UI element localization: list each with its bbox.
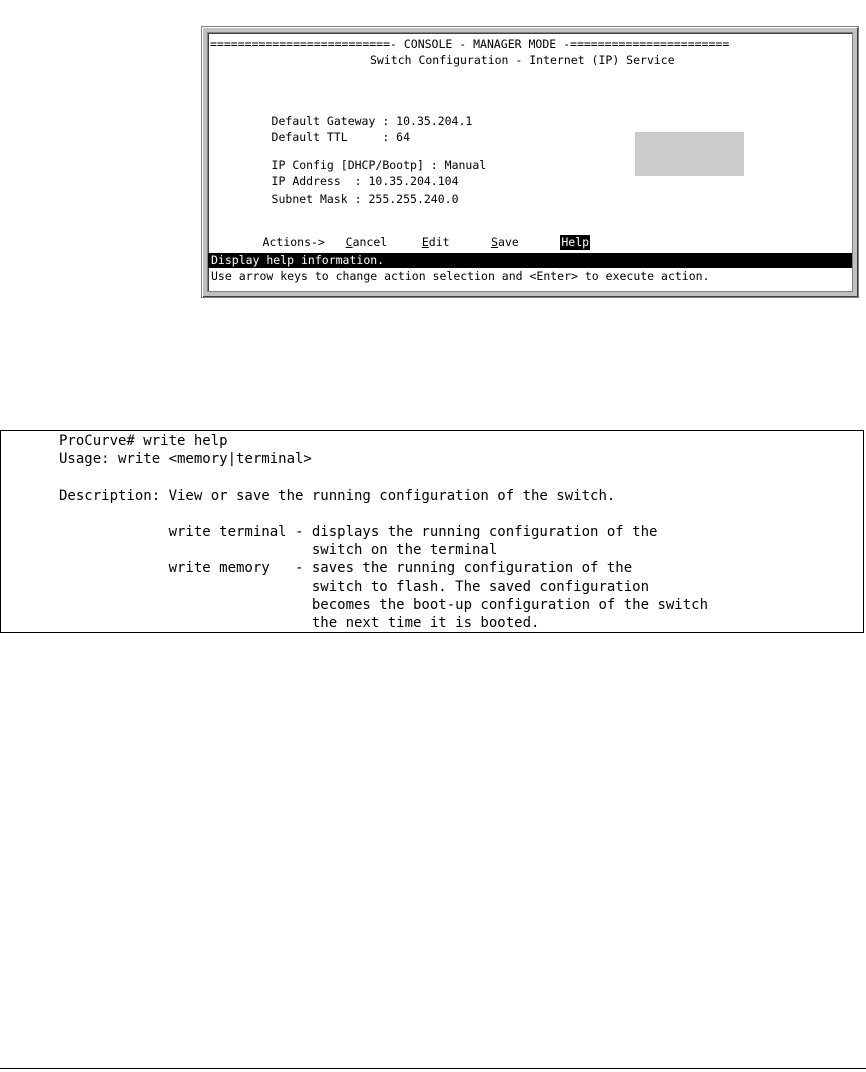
- console-screen: [207, 32, 853, 292]
- edit-hotkey: E: [421, 235, 429, 249]
- cli-write-terminal-line: write terminal - displays the running configuration of the: [59, 524, 658, 540]
- console-window: [201, 26, 859, 298]
- cancel-action[interactable]: [346, 235, 388, 250]
- console-banner: ==========================- CONSOLE - MANAGER MODE -=======================: [210, 37, 730, 51]
- default-gateway-value[interactable]: 10.35.204.1: [396, 114, 473, 128]
- cli-output-box: [0, 430, 864, 633]
- help-action[interactable]: Help: [561, 235, 590, 249]
- cli-prompt-line: ProCurve# write help: [59, 433, 228, 449]
- cli-description-line: Description: View or save the running configuration of the switch.: [59, 487, 616, 504]
- blank-placeholder-box: [635, 132, 744, 176]
- cli-write-memory-cont: becomes the boot-up configuration of the switch: [59, 596, 709, 613]
- page-bottom-rule: [0, 1068, 866, 1069]
- help-status-bar: Display help information.: [208, 253, 852, 268]
- cli-write-memory-cont: switch to flash. The saved configuration: [59, 578, 650, 595]
- default-ttl-label: Default TTL :: [271, 130, 397, 144]
- actions-label: Actions->: [262, 235, 325, 249]
- edit-action[interactable]: [422, 235, 450, 250]
- ip-config-label: IP Config [DHCP/Bootp] :: [271, 158, 445, 172]
- cli-write-terminal-cont: switch on the terminal: [59, 542, 498, 559]
- ip-config-value[interactable]: Manual: [444, 158, 487, 172]
- navigation-hint: Use arrow keys to change action selection and <Enter> to execute action.: [211, 269, 710, 283]
- subnet-mask-row: [230, 177, 459, 222]
- ip-address-label: IP Address :: [271, 174, 369, 188]
- cancel-label: ancel: [352, 235, 388, 249]
- save-hotkey: S: [491, 235, 499, 249]
- subnet-mask-label: Subnet Mask :: [271, 192, 369, 206]
- save-action[interactable]: [491, 235, 519, 250]
- cli-usage-line: Usage: write <memory|terminal>: [59, 451, 312, 468]
- default-ttl-value[interactable]: 64: [396, 130, 411, 144]
- ip-address-value[interactable]: 10.35.204.104: [368, 174, 459, 188]
- save-label: ave: [498, 235, 519, 249]
- edit-label: dit: [428, 235, 450, 249]
- screen-title: Switch Configuration - Internet (IP) Service: [370, 53, 675, 67]
- default-gateway-label: Default Gateway :: [271, 114, 397, 128]
- cancel-hotkey: C: [345, 235, 353, 249]
- cli-write-memory-line: write memory - saves the running configuration of the: [59, 560, 633, 577]
- cli-write-memory-cont: the next time it is booted.: [59, 615, 540, 631]
- subnet-mask-value[interactable]: 255.255.240.0: [368, 192, 459, 206]
